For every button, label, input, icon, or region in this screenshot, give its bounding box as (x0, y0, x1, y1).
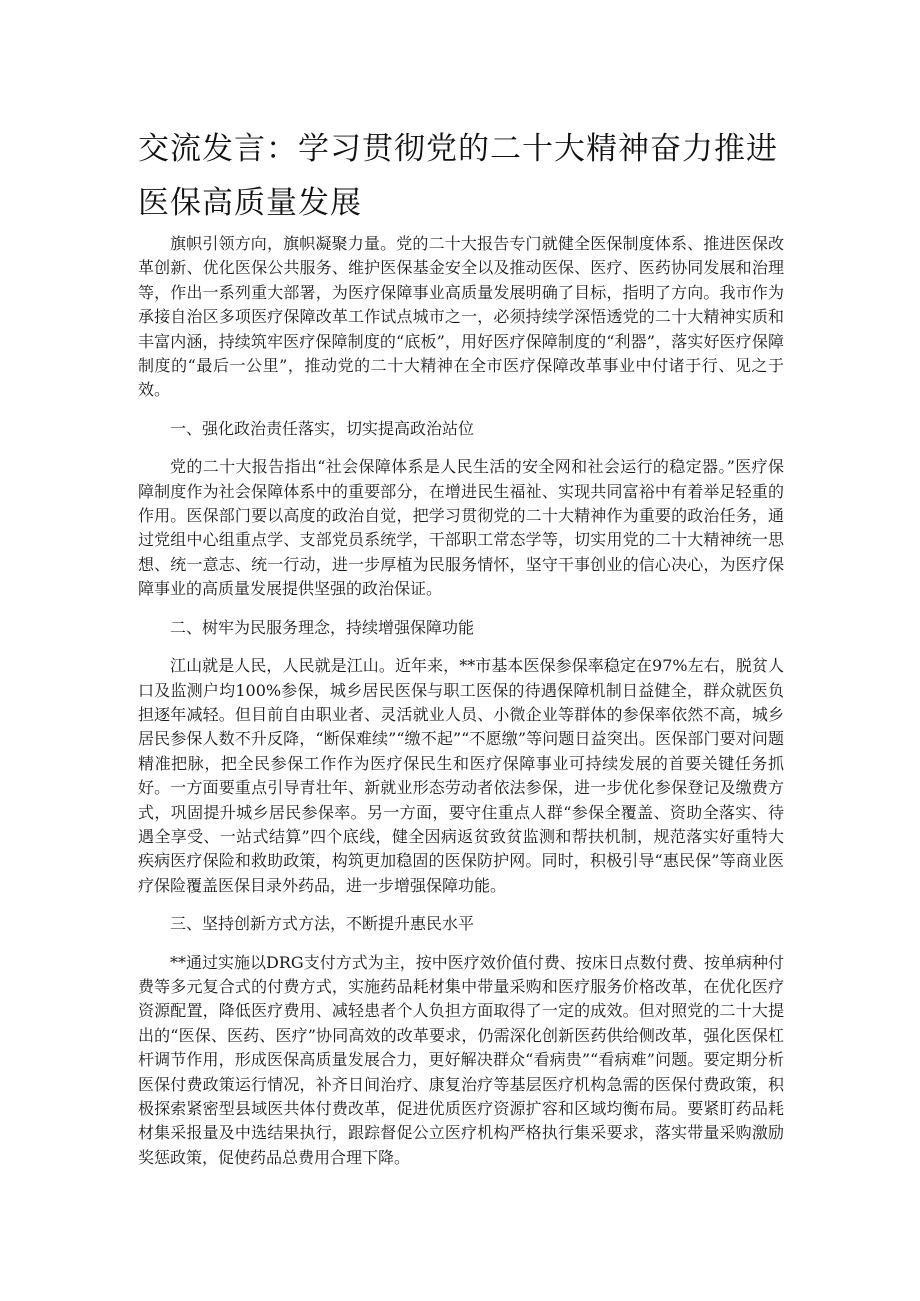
section-heading-1: 一、强化政治责任落实，切实提高政治站位 (170, 418, 475, 438)
section-paragraph-3: **通过实施以DRG支付方式为主，按中医疗效价值付费、按床日点数付费、按单病种付费等多元复合式的付费方式，实施药品耗材集中带量采购和医疗服务价格改革，在优化医疗资源配置，降低医疗费用、减轻患者个人负担方面取得了一定的成效。但对照党的二十大提出的“医保、医药、医疗”协同高效的改革要求，仍需深化创新医药供给侧改革，强化医保杠杆调节作用，形成医保高质量发展合力，更好解决群众“看病贵”“看病难”问题。要定期分析医保付费政策运行情况，补齐日间治疗、康复治疗等基层医疗机构急需的医保付费政策，积极探索紧密型县域医共体付费改革，促进优质医疗资源扩容和区域均衡布局。要紧盯药品耗材集采报量及中选结果执行，跟踪督促公立医疗机构严格执行集采要求，落实带量采购激励奖惩政策，促使药品总费用合理下降。 (138, 952, 784, 1167)
section-paragraph-2: 江山就是人民，人民就是江山。近年来，**市基本医保参保率稳定在97%左右，脱贫人口及监测户均100%参保，城乡居民医保与职工医保的待遇保障机制日益健全，群众就医负担逐年减轻。但目前自由职业者、灵活就业人员、小微企业等群体的参保率依然不高，城乡居民参保人数不升反降，“断保难续”“缴不起”“不愿缴”等问题日益突出。医保部门要对问题精准把脉，把全民参保工作作为医疗保民生和医疗保障事业可持续发展的首要关键任务抓好。一方面要重点引导青壮年、新就业形态劳动者依法参保，进一步优化参保登记及缴费方式，巩固提升城乡居民参保率。另一方面，要守住重点人群“参保全覆盖、资助全落实、待遇全享受、一站式结算”四个底线，健全因病返贫致贫监测和帮扶机制，规范落实好重特大疾病医疗保险和救助政策，构筑更加稳固的医保防护网。同时，积极引导“惠民保”等商业医疗保险覆盖医保目录外药品，进一步增强保障功能。 (138, 656, 784, 895)
document-body (138, 232, 784, 1184)
intro-paragraph: 旗帜引领方向，旗帜凝聚力量。党的二十大报告专门就健全医保制度体系、推进医保改革创新、优化医保公共服务、维护医保基金安全以及推动医保、医疗、医药协同发展和治理等，作出一系列重大部署，为医疗保障事业高质量发展明确了目标，指明了方向。我市作为承接自治区多项医疗保障改革工作试点城市之一，必须持续学深悟透党的二十大精神实质和丰富内涵，持续筑牢医疗保障制度的“底板”，用好医疗保障制度的“利器”，落实好医疗保障制度的“最后一公里”，推动党的二十大精神在全市医疗保障改革事业中付诸于行、见之于效。 (138, 234, 784, 400)
section-heading-3: 三、坚持创新方式方法，不断提升惠民水平 (170, 914, 475, 934)
document-title: 交流发言：学习贯彻党的二十大精神奋力推进医保高质量发展 (138, 131, 778, 221)
section-heading-2: 二、树牢为民服务理念，持续增强保障功能 (170, 617, 475, 637)
section-paragraph-1: 党的二十大报告指出“社会保障体系是人民生活的安全网和社会运行的稳定器。”医疗保障制度作为社会保障体系中的重要部分，在增进民生福祉、实现共同富裕中有着举足轻重的作用。医保部门要以高度的政治自觉，把学习贯彻党的二十大精神作为重要的政治任务，通过党组中心组重点学、支部党员系统学，干部职工常态学等，切实用党的二十大精神统一思想、统一意志、统一行动，进一步厚植为民服务情怀，坚守干事创业的信心决心，为医疗保障事业的高质量发展提供坚强的政治保证。 (138, 457, 784, 599)
